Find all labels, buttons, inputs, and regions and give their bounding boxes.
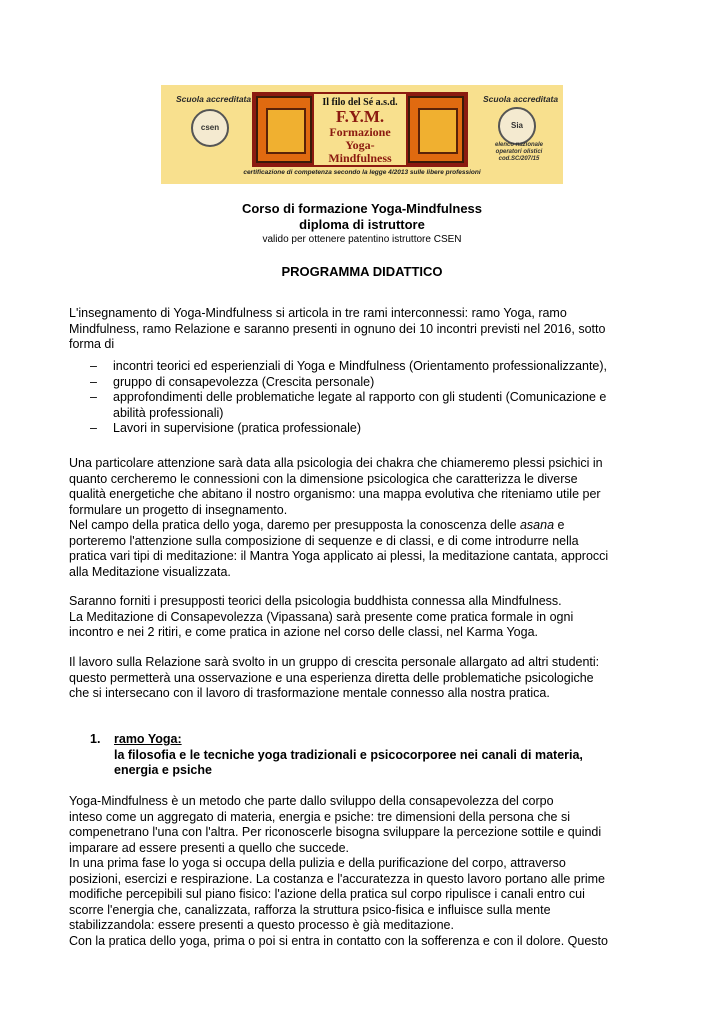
asana-line: Nel campo della pratica dello yoga, daremo per presupposta la conoscenza delle asana e	[69, 518, 565, 532]
tree-emblem	[408, 96, 464, 163]
fym-emblem	[252, 92, 468, 167]
csen-note: valido per ottenere patentino istruttore CSEN	[262, 234, 462, 245]
intro-paragraph: L'insegnamento di Yoga-Mindfulness si articola in tre rami interconnessi: ramo Yoga, ramo Mindfulness, ramo Relazione e saranno presenti in ognuno dei 10 incontri previsti nel 2016, sotto forma di	[69, 306, 606, 351]
list-item: – incontri teorici ed esperienziali di Yoga e Mindfulness (Orientamento professionalizzante),	[90, 359, 608, 373]
accredited-left-label: Scuola accreditata	[176, 94, 252, 104]
relazione-paragraph: Il lavoro sulla Relazione sarà svolto in un gruppo di crescita personale allargato ad altri studenti: questo permetterà una osservazione e una esperienza diretta delle problematiche psicologiche che si intersecano con il lavoro di trasformazione mentale connesso alla nostra pratica.	[69, 655, 600, 700]
programma-heading: PROGRAMMA DIDATTICO	[281, 264, 443, 279]
yoga-paragraph: Yoga-Mindfulness è un metodo che parte dallo sviluppo della consapevolezza del corpo inteso come un aggregato di materia, energia e psiche: tre dimensioni della persona che si compenetrano l'una con l'altra. Per riconoscerle bisogna sviluppare la percezione sottile e quindi imparare ad essere presenti a quello che succede. In una prima fase lo yoga si occupa della pulizia e della purificazione del corpo, attraverso posizioni, esercizi e respirazione. La costanza e l'accuratezza in questo lavoro portano alle prime modifiche percepibili sul piano fisico: l'azione della pratica sul corpo ripulisce i canali entro cui scorre l'energia che, canalizzata, rafforza la struttura psico-fisica e influisce sulla mente stabilizzandola: essere presenti a questo processo è già meditazione. Con la pratica dello yoga, prima o poi si entra in contatto con la sofferenza e con il dolore. Questo	[69, 794, 608, 948]
sia-caption: elenco nazionale operatori olistici cod.SC/207/15	[494, 142, 543, 162]
csen-logo: csen	[191, 109, 229, 147]
org-name: Il filo del Sé a.s.d.	[322, 97, 398, 108]
list-item: – gruppo di consapevolezza (Crescita personale)	[90, 374, 375, 389]
activities-list	[69, 359, 669, 437]
course-title: Corso di formazione Yoga-Mindfulness	[241, 201, 483, 216]
section-1-title: ramo Yoga:	[114, 732, 182, 746]
section-1-heading: 1. ramo Yoga: la filosofia e le tecniche yoga tradizionali e psicocorporee nei canali di materia, energia e psiche	[90, 732, 650, 779]
chakra-paragraph: Una particolare attenzione sarà data alla psicologia dei chakra che chiameremo plessi psichici in quanto cercheremo le connessioni con la dimensione psicologica che caratterizza le diverse qualità energetiche che abitano il nostro organismo: una mappa evolutiva che riteniamo utile per formulare un progetto di insegnamento. Nel campo della pratica dello yoga, daremo per presupposta la conoscenza delle asana e porteremo l'attenzione sulla composizione di sequenze e di classi, e di come introdurre nella pratica vari tipi di meditazione: il Mantra Yoga applicato ai plessi, la meditazione cantata, approcci alla Meditazione visualizzata.	[69, 456, 669, 580]
list-item: – Lavori in supervisione (pratica professionale)	[90, 421, 362, 435]
yoga-mindfulness-label: Yoga-Mindfulness	[328, 138, 392, 165]
formazione-label: Formazione	[329, 125, 391, 139]
list-item: – approfondimenti delle problematiche legate al rapporto con gli studenti (Comunicazione e abilità professionali)	[90, 390, 607, 420]
header-banner	[161, 85, 563, 184]
diploma-title: diploma di istruttore	[299, 217, 425, 232]
yoga-figure-emblem	[256, 96, 312, 163]
sia-logo: Sia	[498, 107, 536, 145]
buddhist-paragraph: Saranno forniti i presupposti teorici della psicologia buddhista connessa alla Mindfulness. La Meditazione di Consapevolezza (Vipassana) sarà presente come pratica formale in ogni incontro e nei 2 ritiri, e come pratica in azione nel corso delle classi, nel Karma Yoga.	[69, 594, 574, 639]
certification-note: certificazione di competenza secondo la legge 4/2013 sulle libere professioni	[243, 169, 481, 176]
fym-acronym: F.Y.M.	[335, 107, 385, 126]
accredited-right-label: Scuola accreditata	[483, 94, 559, 104]
fym-title-block	[314, 94, 406, 165]
